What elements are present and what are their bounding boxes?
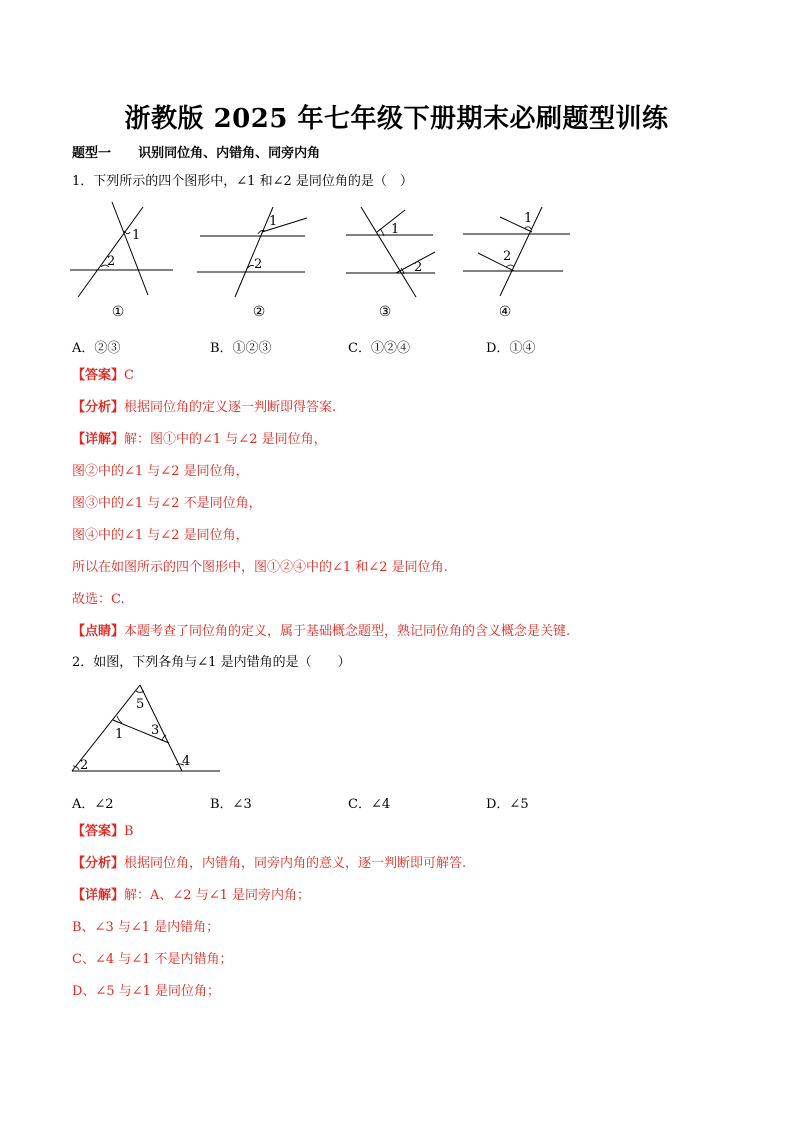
q1-option-b[interactable]: B．①②③ xyxy=(210,341,272,356)
q1-figure-2-label: ② xyxy=(252,304,266,320)
q1-fig2-angle-1: 1 xyxy=(269,214,278,229)
q1-answer xyxy=(72,368,134,384)
q1-fig1-angle-1: 1 xyxy=(132,228,141,243)
q1-option-c[interactable]: C．①②④ xyxy=(348,341,410,356)
q2-answer xyxy=(72,824,134,840)
q2-angle-1: 1 xyxy=(115,727,124,742)
q1-fig3-angle-1: 1 xyxy=(391,222,400,237)
q1-comment-text: 本题考查了同位角的定义，属于基础概念题型，熟记同位角的含义概念是关键. xyxy=(124,624,571,639)
q1-detail-line: 图②中的∠1 与∠2 是同位角， xyxy=(72,464,249,479)
q1-analysis xyxy=(72,400,336,416)
q1-detail-line: 图③中的∠1 与∠2 不是同位角， xyxy=(72,496,262,511)
q2-angle-3: 3 xyxy=(151,723,160,738)
q1-analysis-text: 根据同位角的定义逐一判断即得答案. xyxy=(124,400,337,415)
q1-fig4-angle-1: 1 xyxy=(524,211,533,226)
q1-option-a[interactable]: A．②③ xyxy=(72,341,121,356)
q1-fig3-angle-2: 2 xyxy=(414,260,423,275)
q2-figure xyxy=(70,683,225,782)
q1-figure-3 xyxy=(343,205,438,304)
q1-figure-4 xyxy=(458,205,573,304)
q1-option-d[interactable]: D．①④ xyxy=(486,341,536,356)
q2-answer-value: B xyxy=(124,824,134,839)
q1-detail-line: 所以在如图所示的四个图形中，图①②④中的∠1 和∠2 是同位角. xyxy=(72,560,448,575)
q2-analysis xyxy=(72,856,466,872)
q1-analysis-tag: 【分析】 xyxy=(72,400,125,415)
q1-figure-1-label: ① xyxy=(111,304,125,320)
q2-option-b[interactable]: B．∠3 xyxy=(210,797,252,812)
page-title: 浙教版 2025 年七年级下册期末必刷题型训练 xyxy=(124,104,669,134)
q2-angle-2: 2 xyxy=(80,758,89,773)
q1-figure-2 xyxy=(195,205,310,304)
q1-comment xyxy=(72,624,570,640)
q1-figure-4-label: ④ xyxy=(498,304,512,320)
q1-comment-tag: 【点睛】 xyxy=(72,624,125,639)
q1-detail-line: 解：图①中的∠1 与∠2 是同位角， xyxy=(124,432,327,447)
q2-angle-4: 4 xyxy=(182,754,191,769)
section-name: 识别同位角、内错角、同旁内角 xyxy=(138,146,321,161)
q1-answer-tag: 【答案】 xyxy=(72,368,125,383)
q1-detail-line: 图④中的∠1 与∠2 是同位角， xyxy=(72,528,249,543)
q2-answer-tag: 【答案】 xyxy=(72,824,125,839)
q1-detail-tag: 【详解】 xyxy=(72,432,125,447)
q2-detail-line: 解：A、∠2 与∠1 是同旁内角； xyxy=(124,888,310,903)
section-label: 题型一 xyxy=(72,146,112,161)
q2-detail-line: B、∠3 与∠1 是内错角； xyxy=(72,920,220,935)
q1-detail xyxy=(72,432,327,448)
q2-option-d[interactable]: D．∠5 xyxy=(486,797,529,812)
q1-fig1-angle-2: 2 xyxy=(107,254,116,269)
q2-analysis-text: 根据同位角，内错角，同旁内角的意义，逐一判断即可解答. xyxy=(124,856,467,871)
q2-detail xyxy=(72,888,310,904)
q2-stem: 2．如图，下列各角与∠1 是内错角的是（ ） xyxy=(72,655,351,670)
q1-detail-line: 故选：C. xyxy=(72,592,125,607)
section-heading xyxy=(72,146,320,162)
q1-figure-1 xyxy=(68,200,178,304)
q2-option-a[interactable]: A．∠2 xyxy=(72,797,114,812)
q2-detail-line: C、∠4 与∠1 不是内错角； xyxy=(72,952,233,967)
q2-detail-tag: 【详解】 xyxy=(72,888,125,903)
q2-detail-line: D、∠5 与∠1 是同位角； xyxy=(72,984,221,999)
q1-fig2-angle-2: 2 xyxy=(254,257,263,272)
q1-fig4-angle-2: 2 xyxy=(503,249,512,264)
q1-answer-value: C xyxy=(124,368,134,383)
q1-figure-3-label: ③ xyxy=(378,304,392,320)
q2-analysis-tag: 【分析】 xyxy=(72,856,125,871)
q2-angle-5: 5 xyxy=(136,697,145,712)
q2-option-c[interactable]: C．∠4 xyxy=(348,797,391,812)
q1-stem: 1．下列所示的四个图形中，∠1 和∠2 是同位角的是（ ） xyxy=(72,174,413,189)
